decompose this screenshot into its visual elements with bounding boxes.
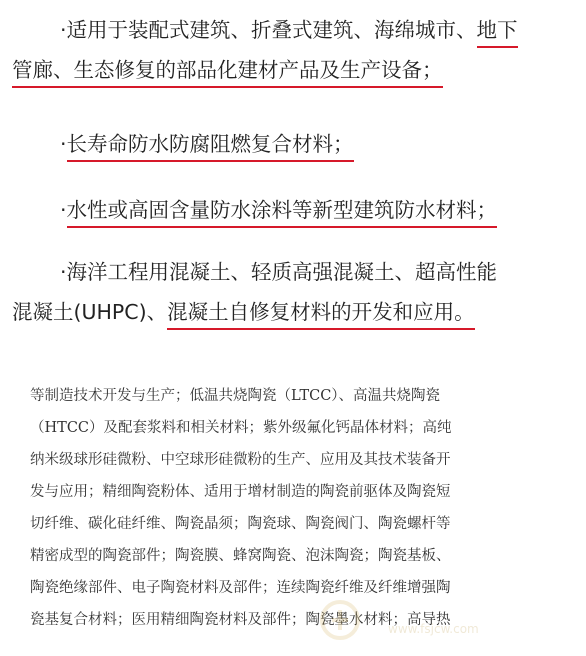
bullet-line — [12, 252, 582, 292]
bullet-text: ·适用于装配式建筑、折叠式建筑、海绵城市、 — [60, 18, 477, 42]
bullet-item-composite-material — [12, 124, 582, 164]
body-line: 纳米级球形硅微粉、中空球形硅微粉的生产、应用及其技术装备开 — [30, 452, 451, 468]
bullet-text: 混凝土(UHPC)、 — [12, 300, 168, 324]
body-line: 切纤维、碳化硅纤维、陶瓷晶须；陶瓷球、陶瓷阀门、陶瓷螺杆等 — [30, 516, 451, 532]
underlined-text: 长寿命防水防腐阻燃复合材料； — [67, 132, 354, 162]
bullet-item-marine-concrete — [12, 252, 582, 332]
body-line: 陶瓷绝缘部件、电子陶瓷材料及部件；连续陶瓷纤维及纤维增强陶 — [30, 580, 451, 596]
bullet-text: · — [60, 198, 67, 222]
underlined-text: 管廊、生态修复的部品化建材产品及生产设备； — [12, 58, 443, 88]
bullet-item-waterproof-coating — [12, 190, 582, 230]
bullet-line — [12, 10, 582, 50]
bullet-item-prefab-building — [12, 10, 582, 90]
underlined-text: 地下 — [477, 18, 518, 48]
bullet-line — [12, 190, 582, 230]
bullet-line — [12, 50, 582, 90]
body-line: 精密成型的陶瓷部件；陶瓷膜、蜂窝陶瓷、泡沫陶瓷；陶瓷基板、 — [30, 548, 451, 564]
watermark-text: www.fsjcw.com — [388, 622, 479, 636]
body-line: （HTCC）及配套浆料和相关材料；紫外级氟化钙晶体材料；高纯 — [30, 420, 452, 436]
body-paragraph — [30, 380, 570, 636]
bullet-text: ·海洋工程用混凝土、轻质高强混凝土、超高性能 — [60, 260, 498, 284]
body-line: 发与应用；精细陶瓷粉体、适用于增材制造的陶瓷前驱体及陶瓷短 — [30, 484, 451, 500]
bullet-text: · — [60, 132, 67, 156]
body-line: 等制造技术开发与生产；低温共烧陶瓷（LTCC）、高温共烧陶瓷 — [30, 388, 441, 404]
underlined-text: 水性或高固含量防水涂料等新型建筑防水材料； — [67, 198, 498, 228]
body-line: 瓷基复合材料；医用精细陶瓷材料及部件；陶瓷墨水材料；高导热 — [30, 612, 451, 628]
bullet-line — [12, 124, 582, 164]
underlined-text: 混凝土自修复材料的开发和应用。 — [167, 300, 475, 330]
bullet-line — [12, 292, 582, 332]
